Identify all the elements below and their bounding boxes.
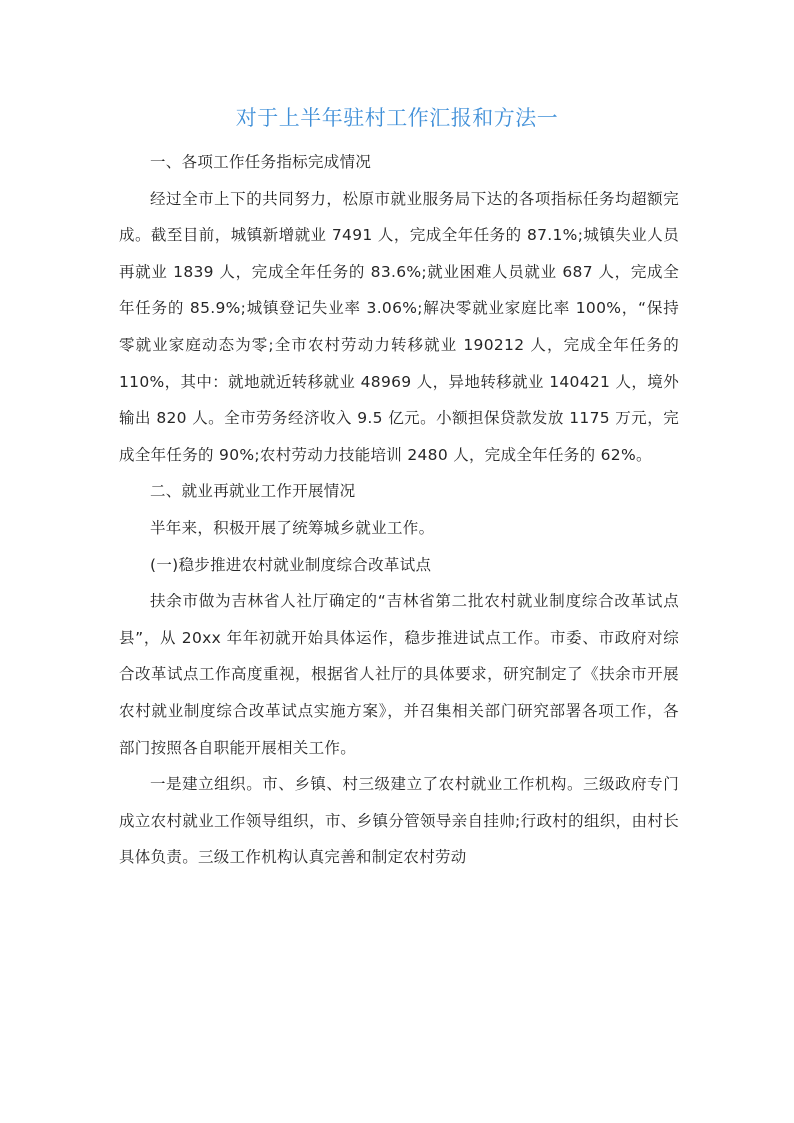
- section-heading-1: 一、各项工作任务指标完成情况: [150, 153, 372, 171]
- subsection-heading-1: (一)稳步推进农村就业制度综合改革试点: [150, 555, 432, 574]
- paragraph-build-organization: 一是建立组织。市、乡镇、村三级建立了农村就业工作机构。三级政府专门成立农村就业工作领导组织，市、乡镇分管领导亲自挂帅;行政村的组织，由村长具体负责。三级工作机构认真完善和制定农村劳动: [119, 775, 679, 867]
- paragraph-task-results: 经过全市上下的共同努力，松原市就业服务局下达的各项指标任务均超额完成。截至目前，城镇新增就业 7491 人，完成全年任务的 87.1%;城镇失业人员再就业 1839 人，完成全年任务的 83.6%;就业困难人员就业 687 人，完成全年任务的 85.9%;城镇登记失业率 3.06%;解决零就业家庭比率 100%，“保持零就业家庭动态为零;全市农村劳动力转移就业 190212 人，完成全年任务的 110%，其中：就地就近转移就业 48969 人，异地转移就业 140421 人，境外输出 820 人。全市劳务经济收入 9.5 亿元。小额担保贷款发放 1175 万元，完成全年任务的 90%;农村劳动力技能培训 2480 人，完成全年任务的 62%。: [119, 189, 679, 464]
- section-heading-2: 二、就业再就业工作开展情况: [150, 482, 356, 501]
- document-body: [119, 144, 679, 876]
- document-title: 对于上半年驻村工作汇报和方法一: [235, 106, 559, 130]
- paragraph-half-year-summary: 半年来，积极开展了统筹城乡就业工作。: [150, 518, 435, 537]
- paragraph-reform-pilot: 扶余市做为吉林省人社厅确定的“吉林省第二批农村就业制度综合改革试点县”，从 20xx 年年初就开始具体运作，稳步推进试点工作。市委、市政府对综合改革试点工作高度重视，根据省人社厅的具体要求，研究制定了《扶余市开展农村就业制度综合改革试点实施方案》，并召集相关部门研究部署各项工作，各部门按照各自职能开展相关工作。: [119, 592, 679, 757]
